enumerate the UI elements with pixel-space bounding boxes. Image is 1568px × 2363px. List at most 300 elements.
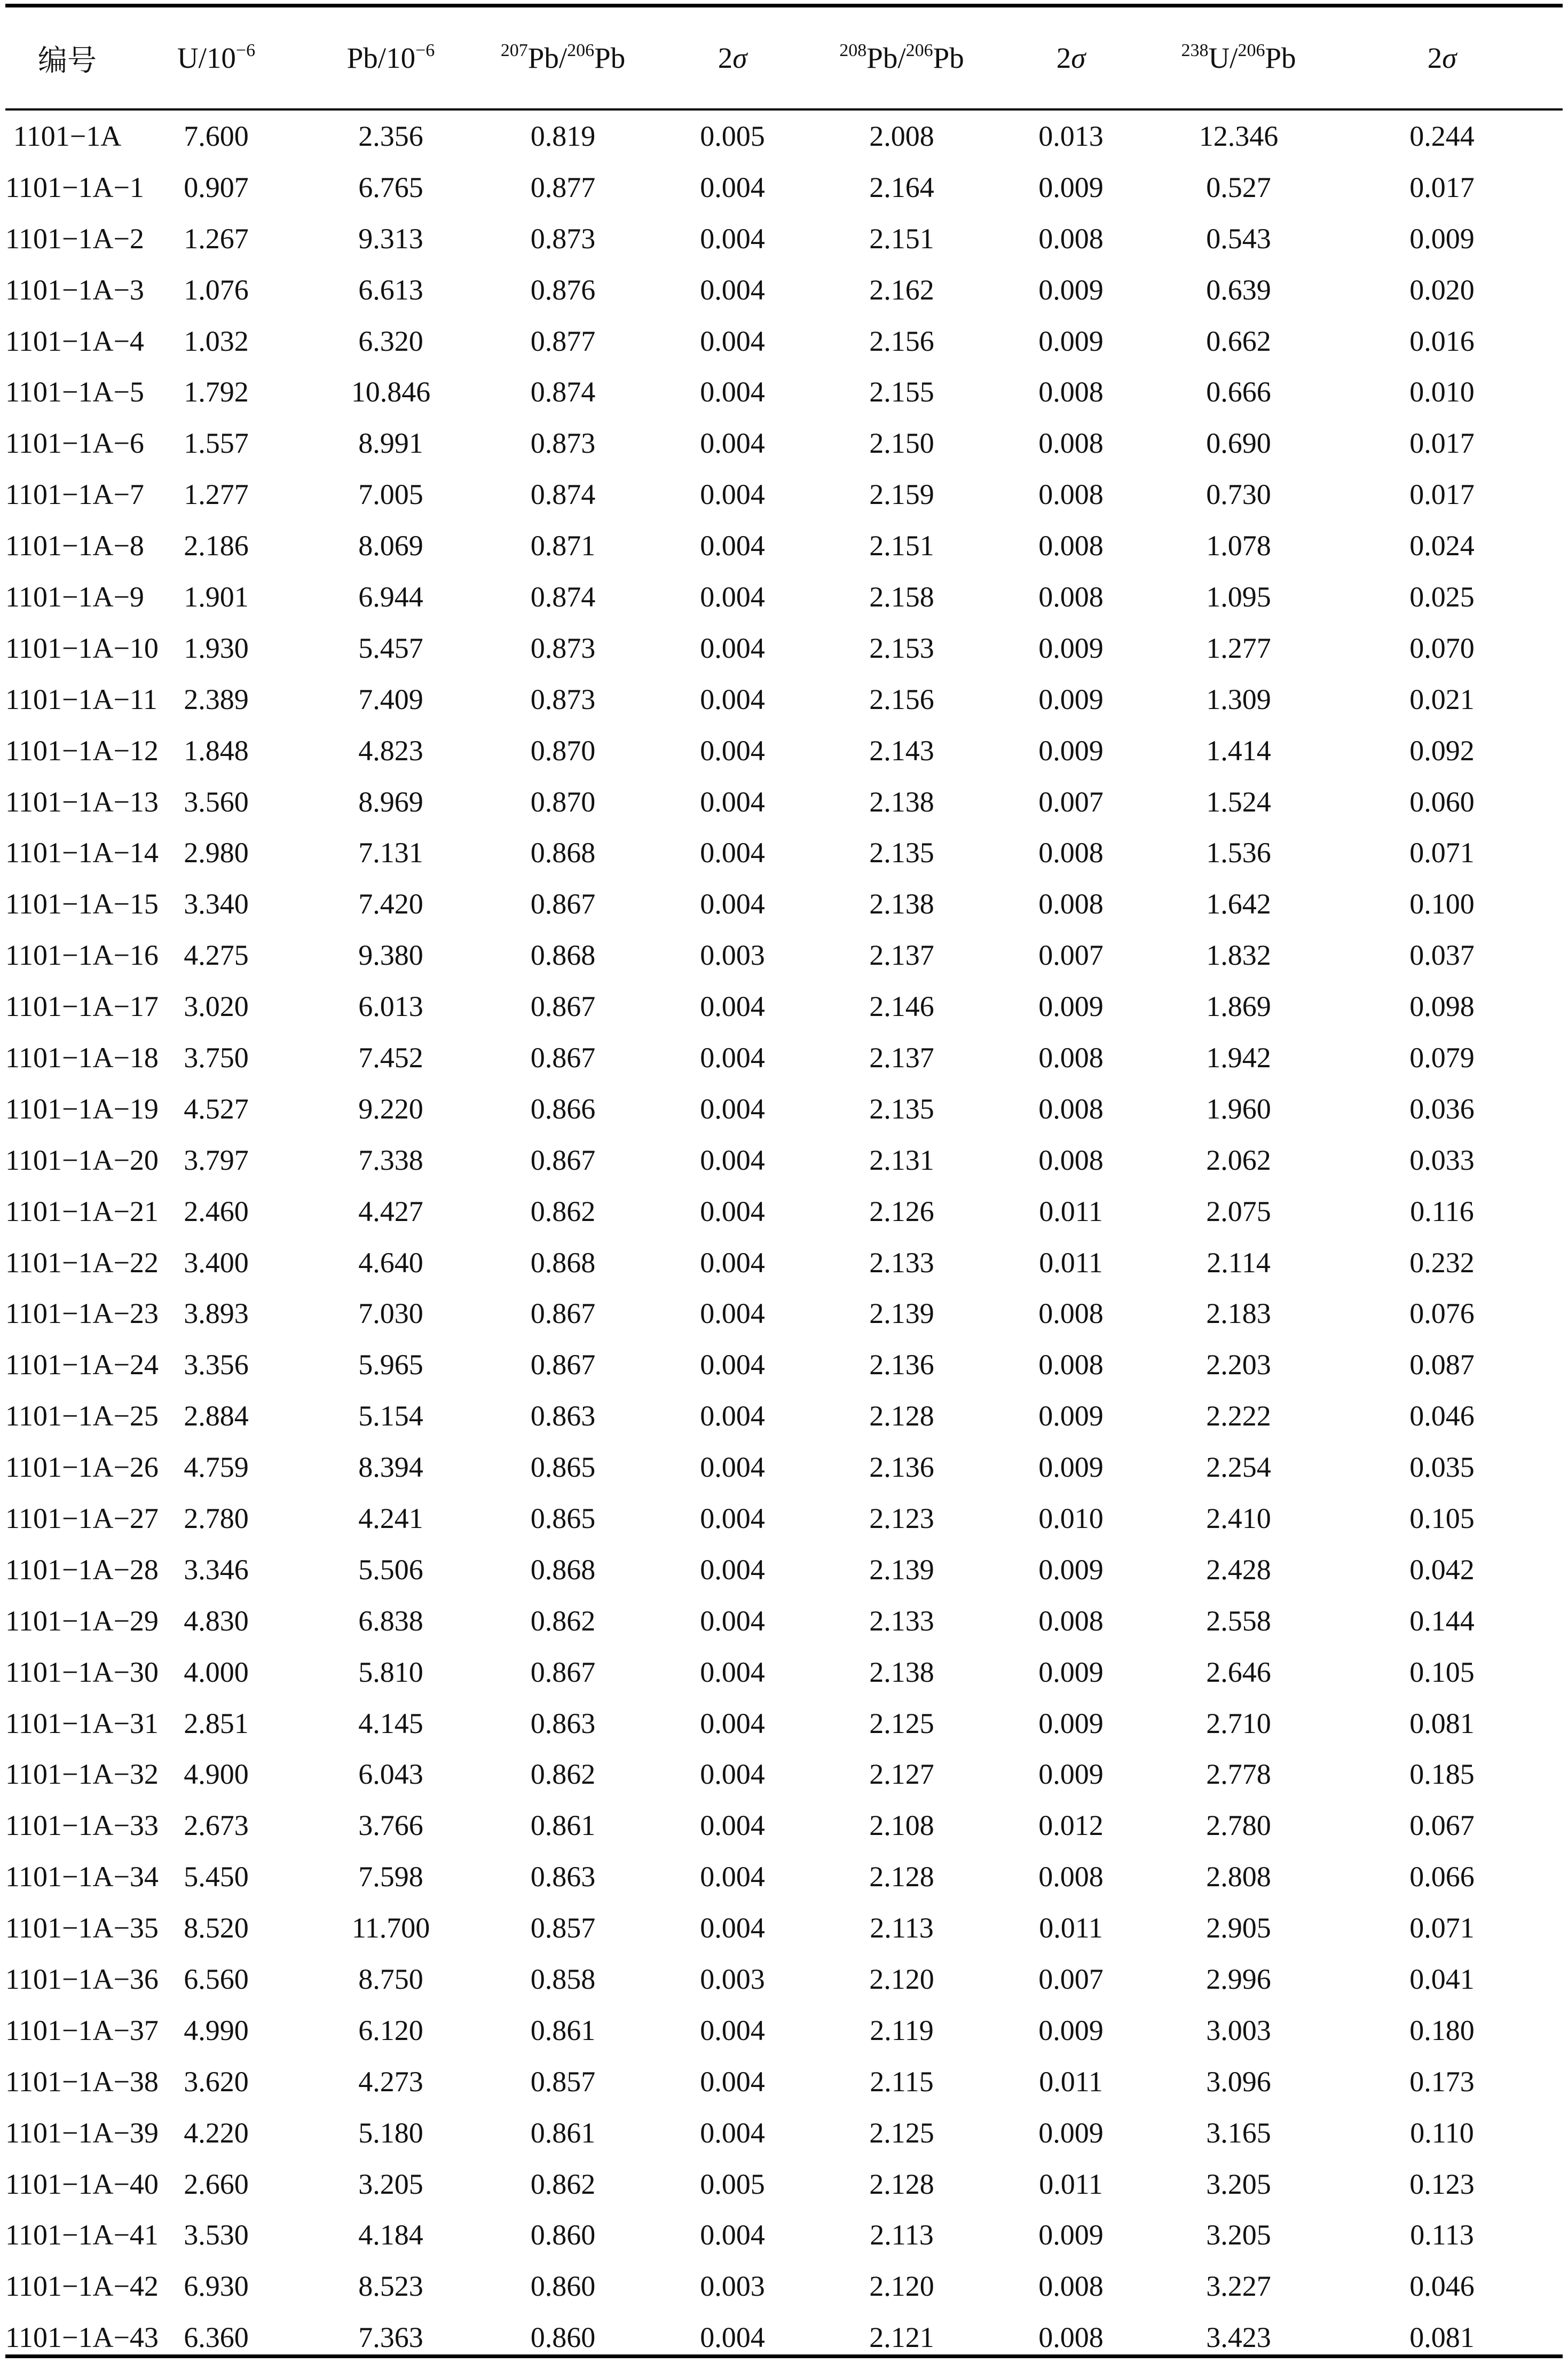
value-cell: 0.008 (1038, 888, 1104, 920)
value-cell: 2.113 (870, 1912, 934, 1944)
value-cell: 2.126 (869, 1195, 934, 1227)
value-cell: 0.066 (1409, 1861, 1475, 1893)
value-cell: 5.457 (358, 632, 423, 664)
value-cell: 2.162 (869, 273, 934, 306)
value-cell: 0.009 (1038, 273, 1104, 306)
value-cell: 6.838 (358, 1604, 423, 1637)
value-cell: 0.087 (1409, 1349, 1475, 1381)
value-cell: 7.409 (358, 683, 423, 715)
value-cell: 4.427 (358, 1195, 423, 1227)
value-cell: 3.096 (1206, 2065, 1271, 2098)
value-cell: 1.078 (1206, 530, 1271, 562)
value-cell: 1.536 (1206, 837, 1271, 869)
value-cell: 0.021 (1409, 683, 1475, 715)
value-cell: 0.144 (1409, 1604, 1475, 1637)
value-cell: 0.008 (1038, 1297, 1104, 1330)
value-cell: 4.275 (184, 939, 249, 972)
value-cell: 2.135 (869, 837, 934, 869)
value-cell: 0.105 (1409, 1656, 1475, 1688)
value-cell: 0.232 (1409, 1246, 1475, 1279)
value-cell: 2.128 (869, 1400, 934, 1432)
value-cell: 0.008 (1038, 580, 1104, 613)
value-cell: 6.013 (358, 990, 423, 1023)
column-header-5: $^{208}$Pb/$^{206}$Pb (839, 41, 964, 74)
sample-id-cell: 1101−1A−19 (5, 1092, 159, 1125)
value-cell: 4.184 (358, 2219, 423, 2251)
table-row (5, 366, 1563, 418)
table-row (5, 1288, 1563, 1339)
value-cell: 2.710 (1206, 1707, 1271, 1739)
value-cell: 0.004 (700, 1502, 765, 1534)
value-cell: 0.004 (700, 478, 765, 511)
table-row (5, 2056, 1563, 2107)
value-cell: 2.851 (184, 1707, 249, 1739)
value-cell: 0.100 (1409, 888, 1475, 920)
value-cell: 0.873 (530, 222, 596, 255)
value-cell: 0.009 (1038, 325, 1104, 357)
value-cell: 4.640 (358, 1246, 423, 1279)
value-cell: 0.004 (700, 1195, 765, 1227)
value-cell: 7.005 (358, 478, 423, 511)
value-cell: 3.423 (1206, 2321, 1271, 2354)
value-cell: 0.009 (1038, 2116, 1104, 2149)
value-cell: 0.004 (700, 990, 765, 1023)
table-row (5, 1902, 1563, 1954)
value-cell: 0.004 (700, 376, 765, 408)
sample-id-cell: 1101−1A−30 (5, 1656, 159, 1688)
value-cell: 2.254 (1206, 1451, 1271, 1484)
table-row (5, 418, 1563, 469)
value-cell: 2.123 (869, 1502, 934, 1534)
value-cell: 0.874 (530, 580, 596, 613)
value-cell: 0.863 (530, 1400, 596, 1432)
header-row (5, 7, 1563, 108)
sample-id-cell: 1101−1A−37 (5, 2014, 159, 2046)
sample-id-cell: 1101−1A−22 (5, 1246, 159, 1279)
column-header-6: 2σ (1056, 42, 1086, 74)
sample-id-cell: 1101−1A−16 (5, 939, 159, 972)
value-cell: 5.450 (184, 1861, 249, 1893)
value-cell: 0.007 (1038, 939, 1104, 972)
sample-id-cell: 1101−1A−3 (5, 273, 144, 306)
value-cell: 0.873 (530, 427, 596, 460)
value-cell: 2.673 (184, 1809, 249, 1842)
value-cell: 2.164 (869, 171, 934, 203)
value-cell: 0.666 (1206, 376, 1271, 408)
value-cell: 0.008 (1038, 427, 1104, 460)
value-cell: 2.062 (1206, 1144, 1271, 1176)
value-cell: 0.874 (530, 376, 596, 408)
table-body (5, 111, 1563, 2363)
value-cell: 0.860 (530, 2270, 596, 2303)
value-cell: 0.004 (700, 2321, 765, 2354)
value-cell: 0.865 (530, 1451, 596, 1484)
value-cell: 2.410 (1206, 1502, 1271, 1534)
table-row (5, 776, 1563, 828)
value-cell: 3.620 (184, 2065, 249, 2098)
sample-id-cell: 1101−1A−26 (5, 1451, 159, 1484)
value-cell: 1.557 (184, 427, 249, 460)
value-cell: 0.004 (700, 1297, 765, 1330)
table-row (5, 878, 1563, 930)
sample-id-cell: 1101−1A−42 (5, 2270, 159, 2303)
value-cell: 0.008 (1038, 2321, 1104, 2354)
value-cell: 2.108 (869, 1809, 934, 1842)
sample-id-cell: 1101−1A−5 (5, 376, 144, 408)
value-cell: 2.137 (869, 939, 934, 972)
value-cell: 0.070 (1409, 632, 1475, 664)
value-cell: 0.009 (1038, 1656, 1104, 1688)
value-cell: 0.024 (1409, 530, 1475, 562)
value-cell: 5.810 (358, 1656, 423, 1688)
value-cell: 0.871 (530, 530, 596, 562)
value-cell: 0.005 (700, 2168, 765, 2200)
value-cell: 2.151 (869, 222, 934, 255)
value-cell: 2.389 (184, 683, 249, 715)
value-cell: 0.858 (530, 1963, 596, 1995)
value-cell: 1.942 (1206, 1041, 1271, 1074)
value-cell: 3.400 (184, 1246, 249, 1279)
value-cell: 9.313 (358, 222, 423, 255)
value-cell: 7.452 (358, 1041, 423, 1074)
value-cell: 2.150 (869, 427, 934, 460)
value-cell: 3.750 (184, 1041, 249, 1074)
value-cell: 0.025 (1409, 580, 1475, 613)
value-cell: 0.004 (700, 2014, 765, 2046)
value-cell: 0.011 (1039, 1246, 1103, 1279)
sample-id-cell: 1101−1A−8 (5, 530, 144, 562)
value-cell: 1.869 (1206, 990, 1271, 1023)
value-cell: 2.884 (184, 1400, 249, 1432)
value-cell: 0.004 (700, 580, 765, 613)
value-cell: 1.095 (1206, 580, 1271, 613)
table-row (5, 264, 1563, 316)
value-cell: 7.600 (184, 120, 249, 152)
value-cell: 0.862 (530, 2168, 596, 2200)
value-cell: 0.876 (530, 273, 596, 306)
value-cell: 6.120 (358, 2014, 423, 2046)
value-cell: 0.017 (1409, 478, 1475, 511)
value-cell: 0.113 (1410, 2219, 1474, 2251)
sample-id-cell: 1101−1A−18 (5, 1041, 159, 1074)
value-cell: 2.153 (869, 632, 934, 664)
value-cell: 0.873 (530, 632, 596, 664)
value-cell: 5.154 (358, 1400, 423, 1432)
value-cell: 0.033 (1409, 1144, 1475, 1176)
value-cell: 0.011 (1039, 1912, 1103, 1944)
value-cell: 3.227 (1206, 2270, 1271, 2303)
table-row (5, 316, 1563, 367)
value-cell: 2.428 (1206, 1553, 1271, 1586)
value-cell: 0.060 (1409, 785, 1475, 818)
value-cell: 0.036 (1409, 1092, 1475, 1125)
table-row (5, 2107, 1563, 2159)
table-row (5, 623, 1563, 674)
value-cell: 4.900 (184, 1758, 249, 1791)
sample-id-cell: 1101−1A−7 (5, 478, 144, 511)
value-cell: 1.848 (184, 734, 249, 767)
sample-id-cell: 1101−1A−31 (5, 1707, 159, 1739)
value-cell: 7.420 (358, 888, 423, 920)
value-cell: 0.009 (1038, 1451, 1104, 1484)
value-cell: 0.730 (1206, 478, 1271, 511)
value-cell: 0.867 (530, 1297, 596, 1330)
value-cell: 9.380 (358, 939, 423, 972)
value-cell: 4.220 (184, 2116, 249, 2149)
value-cell: 0.004 (700, 734, 765, 767)
value-cell: 0.009 (1038, 1400, 1104, 1432)
value-cell: 8.991 (358, 427, 423, 460)
value-cell: 0.004 (700, 1656, 765, 1688)
value-cell: 0.010 (1038, 1502, 1104, 1534)
value-cell: 0.861 (530, 2116, 596, 2149)
value-cell: 0.862 (530, 1604, 596, 1637)
sample-id-cell: 1101−1A−35 (5, 1912, 159, 1944)
table-row (5, 469, 1563, 520)
sample-id-cell: 1101−1A−34 (5, 1861, 159, 1893)
value-cell: 0.110 (1410, 2116, 1474, 2149)
value-cell: 10.846 (351, 376, 431, 408)
value-cell: 1.414 (1206, 734, 1271, 767)
value-cell: 0.008 (1038, 1861, 1104, 1893)
value-cell: 2.114 (1207, 1246, 1271, 1279)
value-cell: 4.990 (184, 2014, 249, 2046)
value-cell: 0.046 (1409, 2270, 1475, 2303)
table-row (5, 2210, 1563, 2261)
sample-id-cell: 1101−1A−12 (5, 734, 159, 767)
sample-id-cell: 1101−1A−10 (5, 632, 159, 664)
value-cell: 0.035 (1409, 1451, 1475, 1484)
value-cell: 0.543 (1206, 222, 1271, 255)
value-cell: 8.394 (358, 1451, 423, 1484)
value-cell: 2.980 (184, 837, 249, 869)
value-cell: 0.004 (700, 222, 765, 255)
sample-id-cell: 1101−1A−41 (5, 2219, 159, 2251)
sample-id-cell: 1101−1A (13, 120, 122, 152)
sample-id-cell: 1101−1A−24 (5, 1349, 159, 1381)
value-cell: 0.011 (1039, 1195, 1103, 1227)
value-cell: 2.203 (1206, 1349, 1271, 1381)
value-cell: 0.004 (700, 1809, 765, 1842)
table-row (5, 1544, 1563, 1595)
sample-id-cell: 1101−1A−23 (5, 1297, 159, 1330)
value-cell: 0.067 (1409, 1809, 1475, 1842)
value-cell: 3.020 (184, 990, 249, 1023)
value-cell: 6.930 (184, 2270, 249, 2303)
value-cell: 7.363 (358, 2321, 423, 2354)
value-cell: 2.128 (869, 2168, 934, 2200)
sample-id-cell: 1101−1A−38 (5, 2065, 159, 2098)
value-cell: 0.004 (700, 530, 765, 562)
value-cell: 0.004 (700, 1451, 765, 1484)
table-row (5, 1032, 1563, 1083)
value-cell: 0.004 (700, 1246, 765, 1279)
table-row (5, 1390, 1563, 1442)
table-row (5, 674, 1563, 725)
value-cell: 0.004 (700, 1604, 765, 1637)
value-cell: 0.009 (1038, 734, 1104, 767)
value-cell: 0.016 (1409, 325, 1475, 357)
value-cell: 2.125 (869, 1707, 934, 1739)
value-cell: 0.004 (700, 1349, 765, 1381)
table-row (5, 930, 1563, 981)
value-cell: 0.004 (700, 632, 765, 664)
value-cell: 1.032 (184, 325, 249, 357)
sample-id-cell: 1101−1A−36 (5, 1963, 159, 1995)
value-cell: 2.138 (869, 888, 934, 920)
value-cell: 6.043 (358, 1758, 423, 1791)
sample-id-cell: 1101−1A−1 (5, 171, 144, 203)
value-cell: 0.042 (1409, 1553, 1475, 1586)
value-cell: 2.186 (184, 530, 249, 562)
value-cell: 1.792 (184, 376, 249, 408)
value-cell: 0.003 (700, 939, 765, 972)
value-cell: 2.780 (1206, 1809, 1271, 1842)
value-cell: 0.008 (1038, 478, 1104, 511)
sample-id-cell: 1101−1A−14 (5, 837, 159, 869)
sample-id-cell: 1101−1A−29 (5, 1604, 159, 1637)
table-row (5, 1442, 1563, 1493)
value-cell: 0.862 (530, 1195, 596, 1227)
top-rule (5, 4, 1563, 7)
value-cell: 0.873 (530, 683, 596, 715)
value-cell: 0.004 (700, 1400, 765, 1432)
value-cell: 3.797 (184, 1144, 249, 1176)
sample-id-cell: 1101−1A−32 (5, 1758, 159, 1791)
value-cell: 2.155 (869, 376, 934, 408)
value-cell: 7.598 (358, 1861, 423, 1893)
value-cell: 3.205 (358, 2168, 423, 2200)
table-row (5, 1749, 1563, 1800)
table-row (5, 1698, 1563, 1749)
value-cell: 0.004 (700, 888, 765, 920)
value-cell: 6.560 (184, 1963, 249, 1995)
value-cell: 9.220 (358, 1092, 423, 1125)
value-cell: 0.907 (184, 171, 249, 203)
value-cell: 0.527 (1206, 171, 1271, 203)
value-cell: 6.360 (184, 2321, 249, 2354)
value-cell: 0.020 (1409, 273, 1475, 306)
table-row (5, 1954, 1563, 2005)
value-cell: 0.008 (1038, 530, 1104, 562)
value-cell: 0.866 (530, 1092, 596, 1125)
value-cell: 0.008 (1038, 1092, 1104, 1125)
value-cell: 0.008 (1038, 1604, 1104, 1637)
table-row (5, 1186, 1563, 1237)
sample-id-cell: 1101−1A−28 (5, 1553, 159, 1586)
value-cell: 8.069 (358, 530, 423, 562)
value-cell: 0.071 (1409, 837, 1475, 869)
value-cell: 0.690 (1206, 427, 1271, 460)
sample-id-cell: 1101−1A−9 (5, 580, 144, 613)
value-cell: 0.868 (530, 837, 596, 869)
value-cell: 0.105 (1409, 1502, 1475, 1534)
value-cell: 7.030 (358, 1297, 423, 1330)
value-cell: 2.137 (869, 1041, 934, 1074)
sample-id-cell: 1101−1A−27 (5, 1502, 159, 1534)
value-cell: 0.004 (700, 2116, 765, 2149)
table-row (5, 1647, 1563, 1698)
column-header-4: 2σ (718, 42, 747, 74)
sample-id-cell: 1101−1A−40 (5, 2168, 159, 2200)
value-cell: 0.010 (1409, 376, 1475, 408)
value-cell: 0.004 (700, 325, 765, 357)
value-cell: 2.139 (869, 1553, 934, 1586)
value-cell: 2.120 (869, 1963, 934, 1995)
column-header-1: $U/10^{-6}$ (177, 41, 256, 74)
sample-id-cell: 1101−1A−33 (5, 1809, 159, 1842)
value-cell: 0.004 (700, 1092, 765, 1125)
value-cell: 0.007 (1038, 785, 1104, 818)
value-cell: 0.004 (700, 1707, 765, 1739)
sample-id-cell: 1101−1A−15 (5, 888, 159, 920)
value-cell: 2.778 (1206, 1758, 1271, 1791)
value-cell: 1.832 (1206, 939, 1271, 972)
value-cell: 0.076 (1409, 1297, 1475, 1330)
value-cell: 0.003 (700, 1963, 765, 1995)
value-cell: 0.009 (1409, 222, 1475, 255)
sample-id-cell: 1101−1A−11 (5, 683, 157, 715)
column-header-3: $^{207}$Pb/$^{206}$Pb (500, 41, 626, 74)
value-cell: 2.136 (869, 1349, 934, 1381)
value-cell: 6.944 (358, 580, 423, 613)
value-cell: 0.004 (700, 1912, 765, 1944)
value-cell: 0.857 (530, 1912, 596, 1944)
value-cell: 2.120 (869, 2270, 934, 2303)
value-cell: 0.819 (530, 120, 596, 152)
value-cell: 0.860 (530, 2219, 596, 2251)
table-row (5, 1237, 1563, 1288)
value-cell: 0.868 (530, 1246, 596, 1279)
value-cell: 4.241 (358, 1502, 423, 1534)
value-cell: 3.893 (184, 1297, 249, 1330)
value-cell: 0.098 (1409, 990, 1475, 1023)
value-cell: 2.156 (869, 325, 934, 357)
value-cell: 2.356 (358, 120, 423, 152)
table-row (5, 981, 1563, 1032)
value-cell: 2.131 (869, 1144, 934, 1176)
value-cell: 0.874 (530, 478, 596, 511)
value-cell: 0.013 (1038, 120, 1104, 152)
value-cell: 1.901 (184, 580, 249, 613)
value-cell: 0.867 (530, 888, 596, 920)
sample-id-cell: 1101−1A−25 (5, 1400, 159, 1432)
value-cell: 2.133 (869, 1246, 934, 1279)
value-cell: 2.135 (869, 1092, 934, 1125)
value-cell: 0.867 (530, 1144, 596, 1176)
value-cell: 2.558 (1206, 1604, 1271, 1637)
column-header-2: $Pb/10^{-6}$ (346, 41, 435, 74)
value-cell: 0.012 (1038, 1809, 1104, 1842)
value-cell: 6.765 (358, 171, 423, 203)
value-cell: 0.011 (1039, 2065, 1103, 2098)
value-cell: 4.000 (184, 1656, 249, 1688)
value-cell: 4.527 (184, 1092, 249, 1125)
value-cell: 0.004 (700, 1144, 765, 1176)
value-cell: 2.143 (869, 734, 934, 767)
table-row (5, 1851, 1563, 1902)
sample-id-cell: 1101−1A−2 (5, 222, 144, 255)
value-cell: 0.079 (1409, 1041, 1475, 1074)
value-cell: 3.205 (1206, 2219, 1271, 2251)
value-cell: 1.930 (184, 632, 249, 664)
table-row (5, 2159, 1563, 2210)
value-cell: 2.125 (869, 2116, 934, 2149)
value-cell: 0.123 (1409, 2168, 1475, 2200)
value-cell: 0.008 (1038, 2270, 1104, 2303)
table-row (5, 1135, 1563, 1186)
value-cell: 0.009 (1038, 1758, 1104, 1791)
